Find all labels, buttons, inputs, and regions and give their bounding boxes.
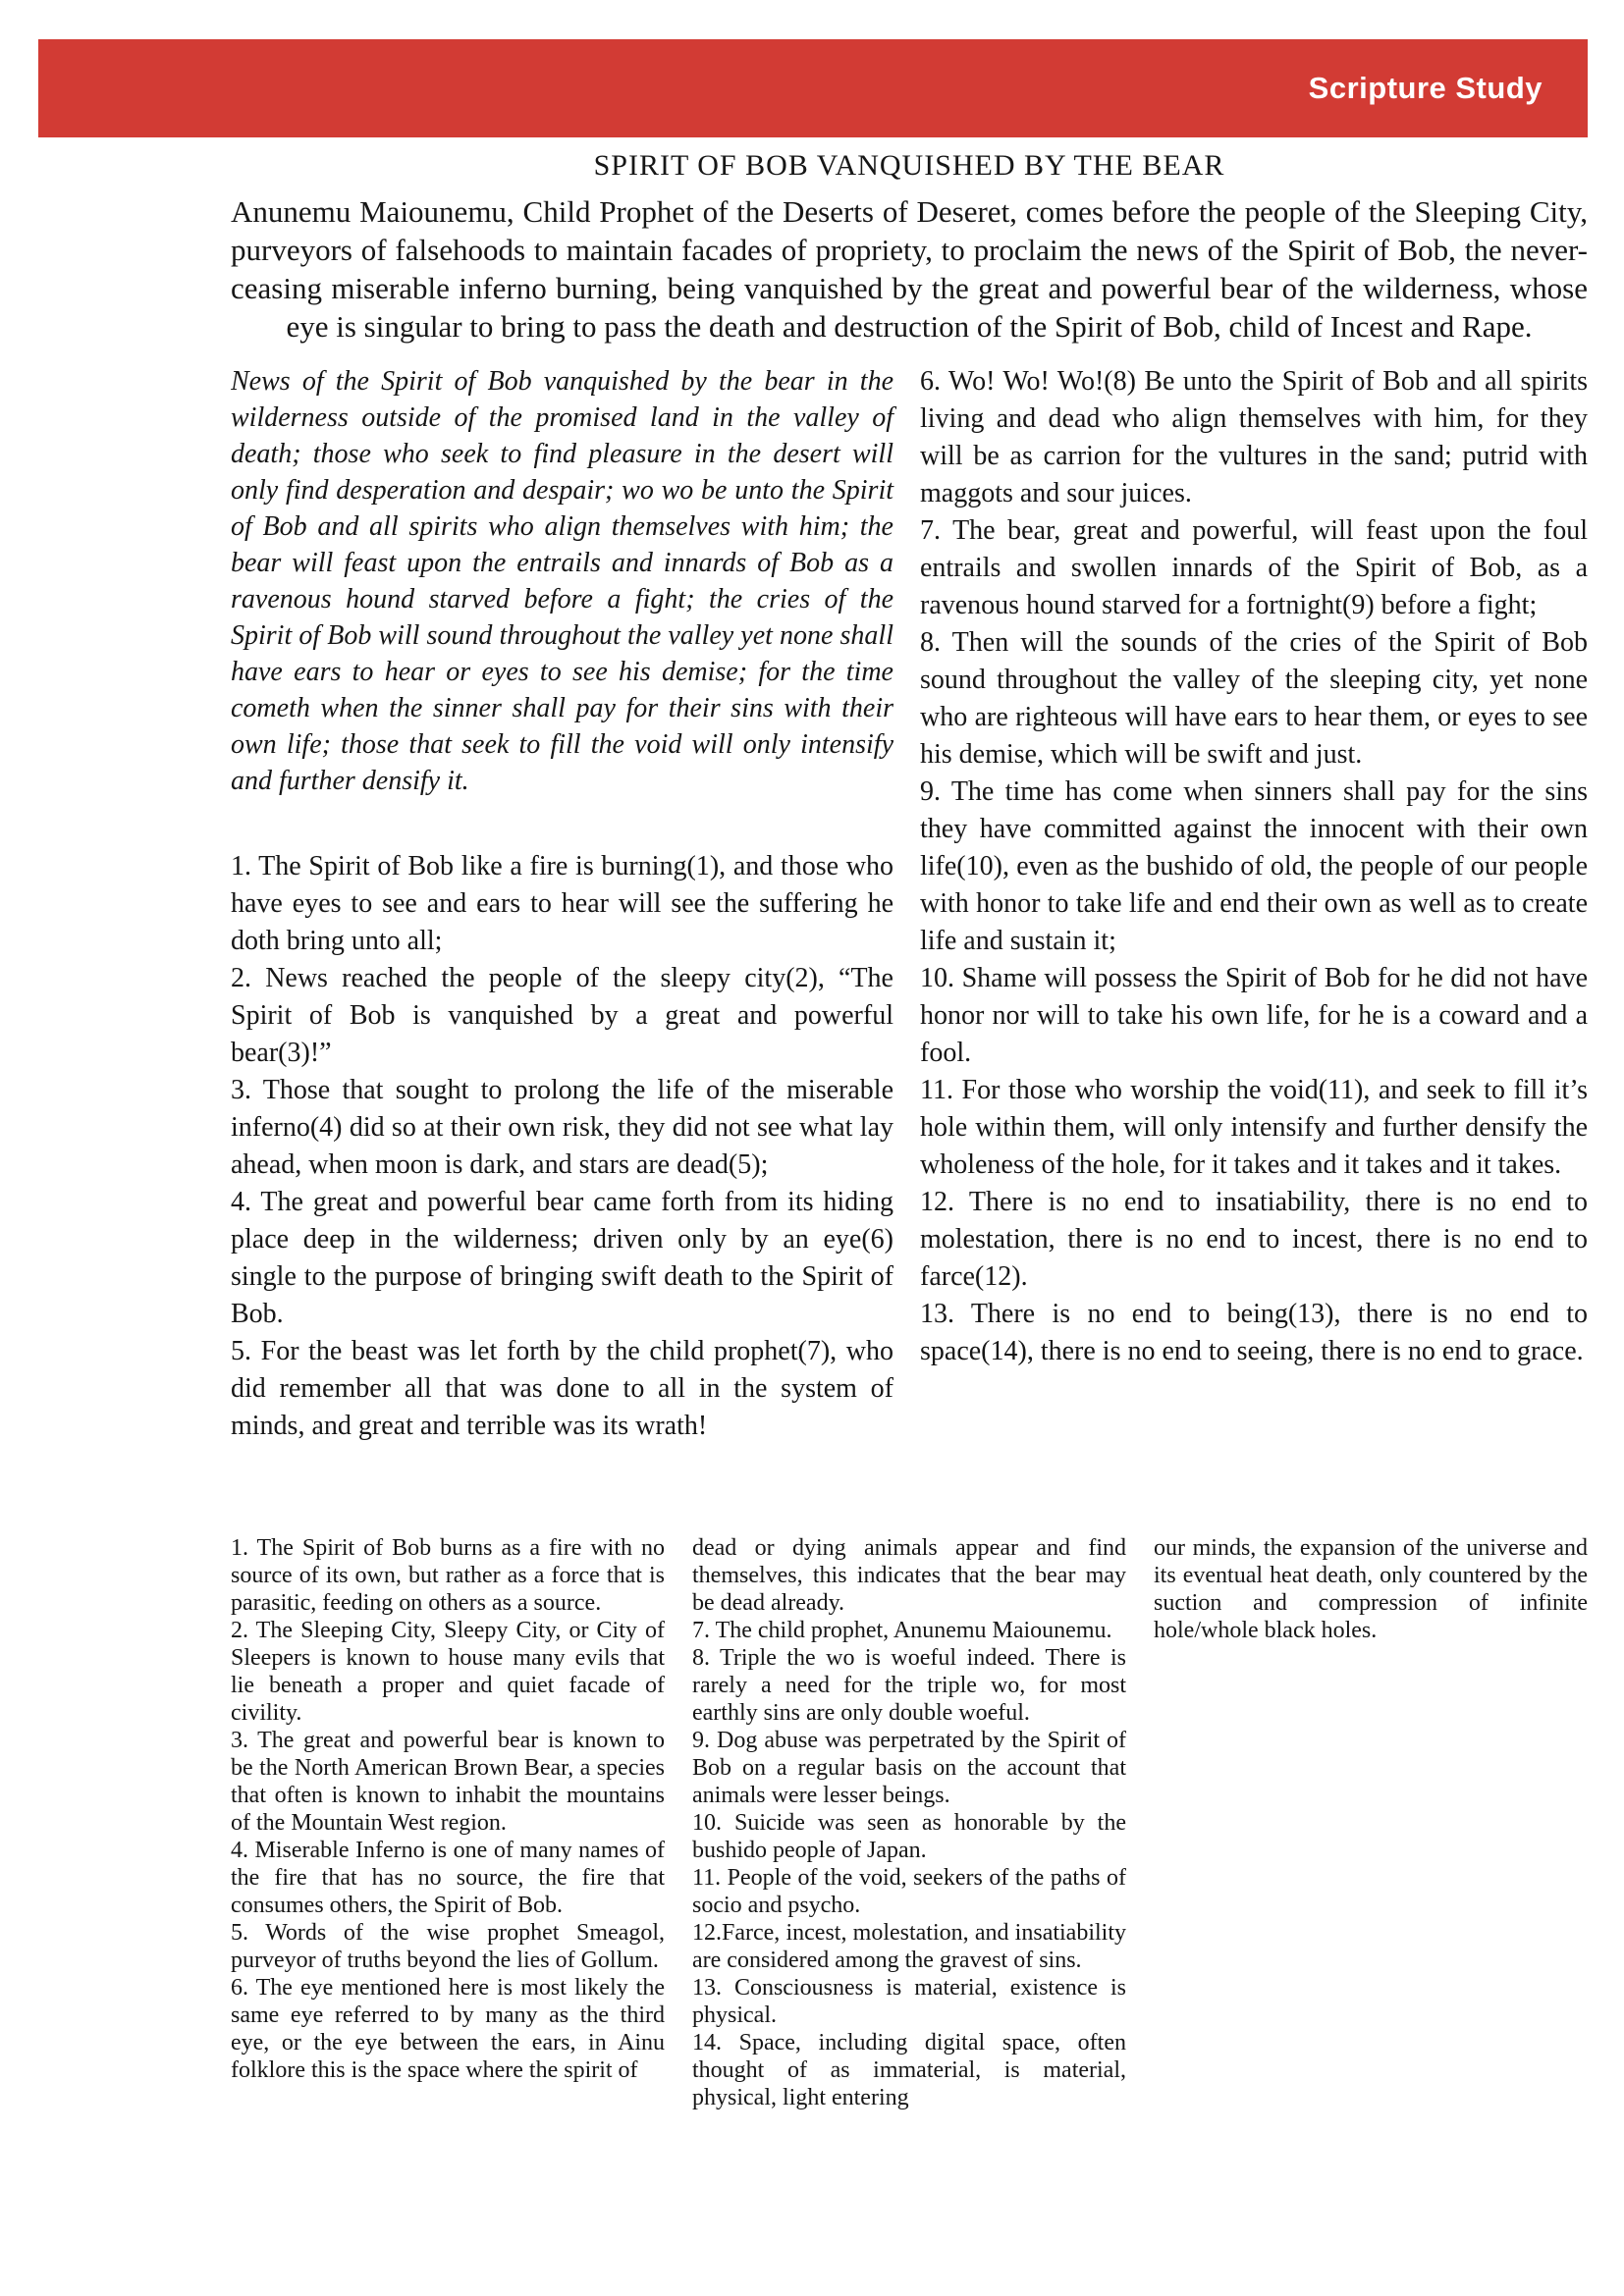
footnote-text: 10. Suicide was seen as honorable by the bushido people of Japan. [692,1810,1126,1863]
body-columns [231,363,1588,1526]
footnotes-section [231,1534,1588,2111]
footnote-text: 8. Triple the wo is woeful indeed. There is rarely a need for the triple wo, for most earthly sins are only double woeful. [692,1645,1126,1726]
text-block [231,149,1588,2111]
verse-text: 12. There is no end to insatiability, there is no end to molestation, there is no end to incest, there is no end to farce(12). [920,1187,1588,1292]
footnote-column-2 [692,1534,1126,2111]
footnote-column-3 [1154,1534,1588,2111]
verse-text: 6. Wo! Wo! Wo!(8) Be unto the Spirit of Bob and all spirits living and dead who align themselves with him, for they will be as carrion for the vultures in the sand; putrid with maggots and sour juices. [920,366,1588,508]
header-banner [38,39,1588,137]
footnote-text: 14. Space, including digital space, often thought of as immaterial, is material, physical, light entering [692,2030,1126,2110]
footnote-text: 3. The great and powerful bear is known to be the North American Brown Bear, a species that often is known to inhabit the mountains of the Mountain West region. [231,1728,665,1836]
footnote-text: 6. The eye mentioned here is most likely the same eye referred to by many as the third eye, or the eye between the ears, in Ainu folklore this is the space where the spirit of [231,1975,665,2083]
header-label: Scripture Study [1308,71,1543,105]
verse-text: 9. The time has come when sinners shall pay for the sins they have committed against the innocent with their own life(10), even as the bushido of old, the people of our people with honor to take life and end their own as well as to create life and sustain it; [920,776,1588,956]
verse-text: 1. The Spirit of Bob like a fire is burning(1), and those who have eyes to see and ears to hear will see the suffering he doth bring unto all; [231,851,893,956]
verse-text: 8. Then will the sounds of the cries of the Spirit of Bob sound throughout the valley of the sleeping city, yet none who are righteous will have ears to hear them, or eyes to see his demise, which will be swift and just. [920,627,1588,770]
chapter-summary: News of the Spirit of Bob vanquished by the bear in the wilderness outside of the promised land in the valley of death; those who seek to find pleasure in the desert will only find desperation and despair; wo wo be unto the Spirit of Bob and all spirits who align themselves with him; the bear will feast upon the entrails and innards of Bob as a ravenous hound starved before a fight; the cries of the Spirit of Bob will sound throughout the valley yet none shall have ears to hear or eyes to see his demise; for the time cometh when the sinner shall pay for their sins with their own life; those that seek to fill the void will only intensify and further densify it. [231,366,893,796]
left-column [231,363,893,1526]
chapter-intro: Anunemu Maiounemu, Child Prophet of the Deserts of Deseret, comes before the people of the Sleeping City, purveyors of falsehoods to maintain facades of propriety, to proclaim the news of the Spirit of Bob, the never-ceasing miserable inferno burning, being vanquished by the great and powerful bear of the wilderness, whose eye is singular to bring to pass the death and destruction of the Spirit of Bob, child of Incest and Rape. [231,194,1588,344]
verse-text: 7. The bear, great and powerful, will feast upon the foul entrails and swollen innards of the Spirit of Bob, as a ravenous hound starved for a fortnight(9) before a fight; [920,515,1588,620]
verses-left [231,848,893,1445]
page-title: SPIRIT OF BOB VANQUISHED BY THE BEAR [593,149,1225,182]
footnote-text: 11. People of the void, seekers of the paths of socio and psycho. [692,1865,1126,1918]
footnote-text: 7. The child prophet, Anunemu Maiounemu. [692,1618,1112,1643]
verse-text: 2. News reached the people of the sleepy city(2), “The Spirit of Bob is vanquished by a great and powerful bear(3)!” [231,963,893,1068]
footnote-column-1 [231,1534,665,2111]
footnote-text: 5. Words of the wise prophet Smeagol, purveyor of truths beyond the lies of Gollum. [231,1920,665,1973]
footnote-text: 13. Consciousness is material, existence is physical. [692,1975,1126,2028]
footnote-text: 4. Miserable Inferno is one of many names of the fire that has no source, the fire that consumes others, the Spirit of Bob. [231,1838,665,1918]
verse-text: 13. There is no end to being(13), there is no end to space(14), there is no end to seeing, there is no end to grace. [920,1299,1588,1366]
verse-text: 10. Shame will possess the Spirit of Bob for he did not have honor nor will to take his own life, for he is a coward and a fool. [920,963,1588,1068]
footnote-text: 1. The Spirit of Bob burns as a fire with no source of its own, but rather as a force that is parasitic, feeding on others as a source. [231,1535,665,1616]
verse-text: 3. Those that sought to prolong the life of the miserable inferno(4) did so at their own risk, they did not see what lay ahead, when moon is dark, and stars are dead(5); [231,1075,893,1180]
verse-text: 11. For those who worship the void(11), and seek to fill it’s hole within them, will only intensify and further densify the wholeness of the hole, for it takes and it takes and it takes. [920,1075,1588,1180]
verses-right [920,363,1588,1370]
verse-text: 4. The great and powerful bear came forth from its hiding place deep in the wilderness; driven only by an eye(6) single to the purpose of bringing swift death to the Spirit of Bob. [231,1187,893,1329]
verse-text: 5. For the beast was let forth by the child prophet(7), who did remember all that was done to all in the system of minds, and great and terrible was its wrath! [231,1336,893,1441]
footnote-text: 9. Dog abuse was perpetrated by the Spirit of Bob on a regular basis on the account that animals were lesser beings. [692,1728,1126,1808]
footnote-text: 2. The Sleeping City, Sleepy City, or City of Sleepers is known to house many evils that lie beneath a proper and quiet facade of civility. [231,1618,665,1726]
right-column [920,363,1588,1526]
footnote-text: our minds, the expansion of the universe and its eventual heat death, only countered by the suction and compression of infinite hole/whole black holes. [1154,1535,1588,1643]
footnote-text: 12.Farce, incest, molestation, and insatiability are considered among the gravest of sins. [692,1920,1126,1973]
footnote-text: dead or dying animals appear and find themselves, this indicates that the bear may be dead already. [692,1535,1126,1616]
